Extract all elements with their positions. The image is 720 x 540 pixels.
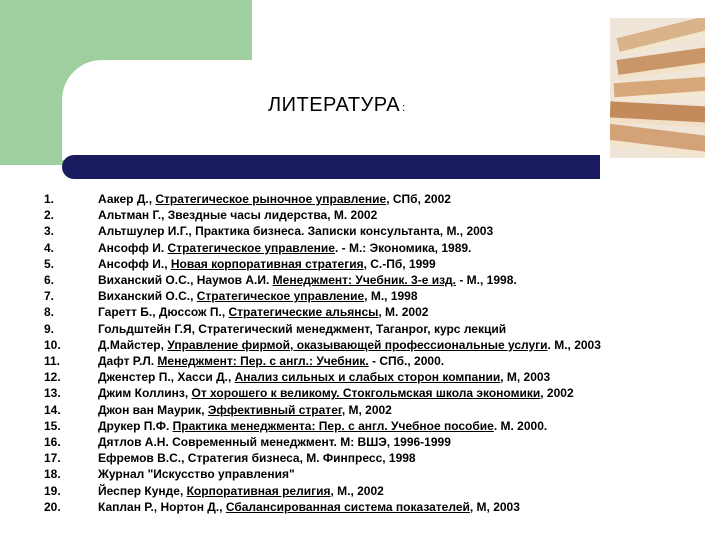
- reference-item: [44, 499, 704, 515]
- reference-text-part: Друкер П.Ф.: [98, 418, 173, 433]
- reference-number: 5.: [44, 256, 55, 271]
- reference-title-link[interactable]: Эффективный стратег: [207, 402, 342, 417]
- reference-title-link[interactable]: Управление фирмой, оказывающей профессиональные услуги: [167, 337, 548, 352]
- reference-text: [98, 402, 392, 418]
- reference-text: [98, 207, 377, 223]
- reference-text-part: Виханский О.С., Наумов А.И.: [98, 273, 273, 288]
- reference-number: 18.: [44, 467, 61, 482]
- reference-item: [44, 223, 704, 239]
- reference-item: [44, 418, 704, 434]
- title-colon: :: [402, 102, 406, 114]
- reference-text-part: Гаретт Б., Дюссож П.,: [98, 305, 229, 320]
- reference-text-part: Виханский О.С.,: [98, 289, 197, 304]
- reference-text-part: Д.Майстер,: [98, 337, 168, 352]
- reference-text-part: Дженстер П., Хасси Д.,: [98, 370, 235, 385]
- reference-title-link[interactable]: Менеджмент: Пер. с англ.: Учебник.: [157, 354, 369, 369]
- reference-text: [98, 288, 418, 304]
- reference-item: [44, 288, 704, 304]
- reference-text-part: . М., 2003: [547, 337, 601, 352]
- header-band: [62, 155, 600, 179]
- reference-title-link[interactable]: Стратегическое управление: [167, 240, 335, 255]
- reference-title-link[interactable]: Корпоративная религия: [186, 483, 331, 498]
- reference-text-part: , М, 2002: [341, 402, 392, 417]
- reference-item: [44, 402, 704, 418]
- reference-text: [98, 256, 436, 272]
- reference-number: 20.: [44, 499, 61, 514]
- reference-text: [98, 223, 493, 239]
- reference-title-link[interactable]: Анализ сильных и слабых сторон компании: [234, 370, 501, 385]
- reference-text: [98, 418, 547, 434]
- reference-number: 2.: [44, 208, 55, 223]
- reference-item: [44, 483, 704, 499]
- reference-number: 17.: [44, 451, 61, 466]
- reference-item: [44, 256, 704, 272]
- reference-number: 13.: [44, 386, 61, 401]
- reference-number: 11.: [44, 354, 61, 369]
- reference-text-part: . - М.: Экономика, 1989.: [334, 240, 472, 255]
- reference-text-part: - СПб., 2000.: [368, 354, 445, 369]
- reference-text-part: Йеспер Кунде,: [98, 483, 187, 498]
- reference-title-link[interactable]: Сбалансированная система показателей: [225, 499, 470, 514]
- reference-item: [44, 321, 704, 337]
- reference-text-part: . М. 2000.: [493, 418, 548, 433]
- reference-item: [44, 272, 704, 288]
- reference-item: [44, 304, 704, 320]
- reference-number: 8.: [44, 305, 55, 320]
- reference-text: [98, 499, 520, 515]
- reference-text-part: Каплан Р., Нортон Д.,: [98, 499, 226, 514]
- reference-text: [98, 483, 384, 499]
- reference-number: 10.: [44, 337, 61, 352]
- reference-item: [44, 434, 704, 450]
- reference-text: [98, 240, 471, 256]
- reference-item: [44, 385, 704, 401]
- reference-text-part: , СПб, 2002: [386, 192, 451, 206]
- reference-text-part: , М. 2002: [378, 305, 429, 320]
- reference-title-link[interactable]: Стратегическое управление: [196, 289, 365, 304]
- reference-item: [44, 450, 704, 466]
- reference-item: [44, 191, 704, 207]
- reference-text-part: Ефремов В.С., Стратегия бизнеса, М. Финпресс, 1998: [98, 451, 416, 466]
- reference-text-part: Дятлов А.Н. Современный менеджмент. М: ВШЭ, 1996-1999: [98, 435, 451, 450]
- reference-number: 16.: [44, 435, 61, 450]
- reference-text: [98, 191, 451, 207]
- reference-item: [44, 240, 704, 256]
- reference-number: 3.: [44, 224, 55, 239]
- reference-text: [98, 450, 416, 466]
- reference-number: 1.: [44, 192, 55, 206]
- reference-text: [98, 304, 428, 320]
- reference-text-part: Джон ван Маурик,: [98, 402, 208, 417]
- reference-number: 6.: [44, 273, 55, 288]
- reference-text: [98, 337, 601, 353]
- reference-title-link[interactable]: От хорошего к великому. Стокгольмская школа экономики: [191, 386, 541, 401]
- reference-text-part: , С.-Пб, 1999: [363, 256, 436, 271]
- reference-text: [98, 369, 550, 385]
- reference-title-link[interactable]: Стратегическое рыночное управление: [155, 192, 387, 206]
- reference-number: 7.: [44, 289, 55, 304]
- reference-text-part: Аакер Д.,: [98, 192, 156, 206]
- reference-text-part: , М., 1998: [364, 289, 418, 304]
- reference-text-part: Дафт Р.Л.: [98, 354, 158, 369]
- reference-item: [44, 207, 704, 223]
- reference-text: [98, 353, 444, 369]
- page-title: [268, 94, 406, 117]
- reference-number: 14.: [44, 402, 61, 417]
- reference-number: 15.: [44, 418, 61, 433]
- reference-text-part: Ансофф И.: [98, 240, 168, 255]
- reference-text-part: , М., 2002: [330, 483, 384, 498]
- reference-text: [98, 466, 295, 482]
- reference-text-part: Гольдштейн Г.Я, Стратегический менеджмент, Таганрог, курс лекций: [98, 321, 507, 336]
- title-text: ЛИТЕРАТУРА: [268, 94, 401, 116]
- reference-item: [44, 369, 704, 385]
- reference-text-part: Альтман Г., Звездные часы лидерства, М. 2002: [98, 208, 378, 223]
- reference-number: 4.: [44, 240, 55, 255]
- reference-text-part: , М, 2003: [469, 499, 520, 514]
- reference-text: [98, 272, 517, 288]
- reference-item: [44, 353, 704, 369]
- books-stack-image: [610, 18, 705, 158]
- reference-text-part: Журнал "Искусство управления": [98, 467, 295, 482]
- reference-text: [98, 385, 574, 401]
- reference-title-link[interactable]: Новая корпоративная стратегия: [170, 256, 364, 271]
- reference-title-link[interactable]: Менеджмент: Учебник. 3-е изд.: [272, 273, 457, 288]
- reference-list: [44, 191, 704, 515]
- reference-text-part: Ансофф И.,: [98, 256, 171, 271]
- reference-text-part: , 2002: [540, 386, 574, 401]
- reference-title-link[interactable]: Практика менеджмента: Пер. с англ. Учебное пособие: [172, 418, 494, 433]
- reference-text-part: - М., 1998.: [456, 273, 517, 288]
- reference-text: [98, 321, 506, 337]
- reference-text: [98, 434, 451, 450]
- reference-text-part: Альтшулер И.Г., Практика бизнеса. Записки консультанта, М., 2003: [98, 224, 494, 239]
- reference-number: 9.: [44, 321, 55, 336]
- reference-text-part: Джим Коллинз,: [98, 386, 192, 401]
- reference-item: [44, 337, 704, 353]
- reference-number: 12.: [44, 370, 61, 385]
- reference-item: [44, 466, 704, 482]
- reference-title-link[interactable]: Стратегические альянсы: [228, 305, 379, 320]
- reference-number: 19.: [44, 483, 61, 498]
- reference-text-part: , М, 2003: [500, 370, 551, 385]
